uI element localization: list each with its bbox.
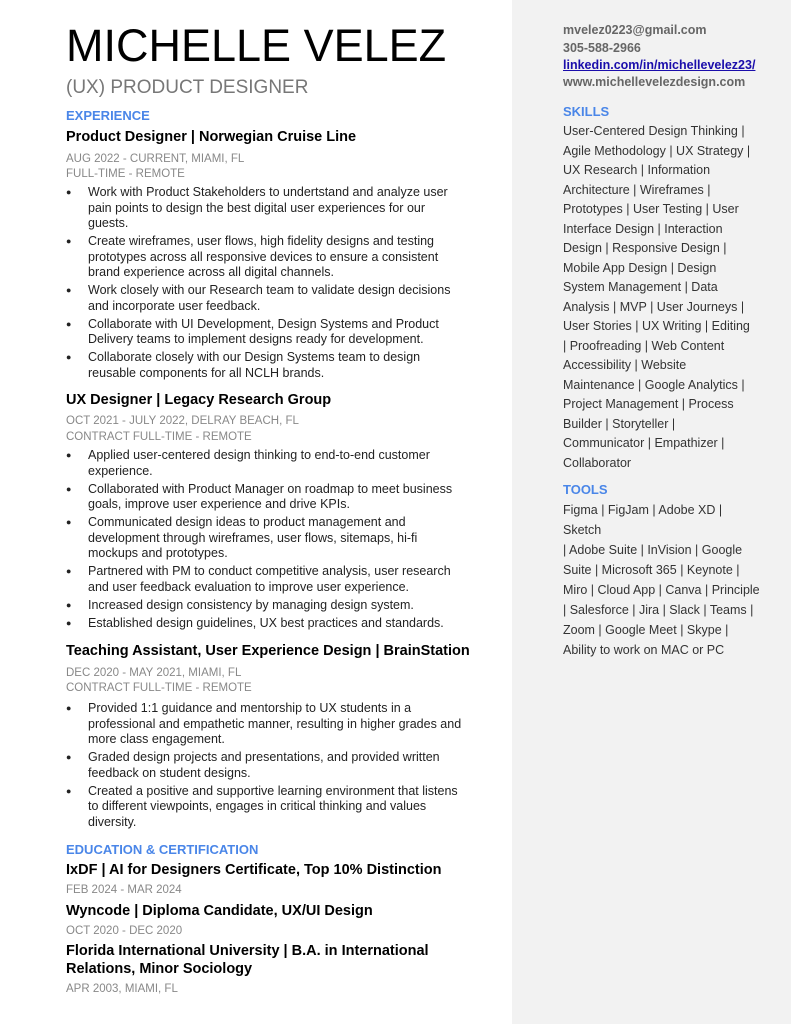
contact-linkedin-link[interactable]: linkedin.com/in/michellevelez23/ <box>563 58 756 72</box>
tools-line: Suite | Microsoft 365 | Keynote | <box>563 563 740 577</box>
resume-subtitle: (UX) PRODUCT DESIGNER <box>66 77 309 98</box>
skills-line: User Stories | UX Writing | Editing <box>563 319 750 333</box>
list-item: ● Graded design projects and presentations, and provided written feedback on student designs. <box>66 750 466 781</box>
skills-line: Analysis | MVP | User Journeys | <box>563 299 745 314</box>
section-education-heading: EDUCATION & CERTIFICATION <box>66 842 259 857</box>
skills-line: User-Centered Design Thinking | <box>563 124 745 138</box>
list-item: ● Collaborated with Product Manager on roadmap to meet business goals, improve user experience and drive KPIs. <box>66 482 466 513</box>
list-item: ● Applied user-centered design thinking to end-to-end customer experience. <box>66 448 466 479</box>
tools-line: | Adobe Suite | InVision | Google <box>563 543 743 557</box>
list-item: ● Partnered with PM to conduct competitive analysis, user research and user feedback evaluation to improve user experience. <box>66 564 466 595</box>
job-bullets-1 <box>66 185 466 384</box>
list-item: ● Create wireframes, user flows, high fidelity designs and testing prototypes across all responsive devices to ensure a consistent brand experience across all digital channels. <box>66 234 466 281</box>
tools-line: Miro | Cloud App | Canva | Principle <box>563 583 760 597</box>
job-type-2: CONTRACT FULL-TIME - REMOTE <box>66 431 252 443</box>
tools-line: | Salesforce | Jira | Slack | Teams | <box>563 603 754 617</box>
list-item: ● Collaborate closely with our Design Systems team to design reusable components for all NCLH brands. <box>66 350 466 381</box>
skills-line: Maintenance | Google Analytics | <box>563 377 745 392</box>
list-item: ● Increased design consistency by managing design system. <box>66 598 466 614</box>
job-dates-3: DEC 2020 - MAY 2021, MIAMI, FL <box>66 667 242 679</box>
skills-line: Architecture | Wireframes | <box>563 182 711 197</box>
resume-name: MICHELLE VELEZ <box>66 20 447 71</box>
job-title-3: Teaching Assistant, User Experience Design | BrainStation <box>66 643 470 659</box>
tools-line: Zoom | Google Meet | Skype | <box>563 623 729 637</box>
skills-line: Project Management | Process <box>563 397 734 411</box>
skills-line: Design | Responsive Design | <box>563 241 727 255</box>
skills-line: Builder | Storyteller | <box>563 416 676 431</box>
education-dates-3: APR 2003, MIAMI, FL <box>66 983 178 995</box>
education-dates-2: OCT 2020 - DEC 2020 <box>66 925 183 937</box>
list-item: ● Work closely with our Research team to validate design decisions and incorporate user feedback. <box>66 283 466 314</box>
contact-phone: 305-588-2966 <box>563 41 641 55</box>
skills-line: | Proofreading | Web Content <box>563 338 725 353</box>
job-title-2: UX Designer | Legacy Research Group <box>66 392 332 408</box>
job-title-1: Product Designer | Norwegian Cruise Line <box>66 129 357 145</box>
education-title-1: IxDF | AI for Designers Certificate, Top 10% Distinction <box>66 862 442 878</box>
job-dates-2: OCT 2021 - JULY 2022, DELRAY BEACH, FL <box>66 415 299 427</box>
skills-line: Communicator | Empathizer | <box>563 436 725 450</box>
tools-line: Figma | FigJam | Adobe XD | Sketch <box>563 503 723 537</box>
education-title-2: Wyncode | Diploma Candidate, UX/UI Design <box>66 903 373 919</box>
section-skills-heading: SKILLS <box>563 104 610 119</box>
contact-website[interactable]: www.michellevelezdesign.com <box>563 75 746 89</box>
list-item: ● Established design guidelines, UX best practices and standards. <box>66 616 466 632</box>
job-bullets-3 <box>66 701 466 833</box>
list-item: ● Communicated design ideas to product management and development through wireframes, user flows, sitemaps, hi-fi mockups and prototypes. <box>66 515 466 562</box>
education-dates-1: FEB 2024 - MAR 2024 <box>66 884 182 896</box>
section-experience-heading: EXPERIENCE <box>66 108 150 123</box>
list-item: ● Collaborate with UI Development, Design Systems and Product Delivery teams to implement designs ready for development. <box>66 317 466 348</box>
job-bullets-2 <box>66 448 466 634</box>
section-tools-heading: TOOLS <box>563 482 608 497</box>
job-dates-1: AUG 2022 - CURRENT, MIAMI, FL <box>66 153 245 165</box>
skills-list <box>563 122 763 473</box>
skills-line: Interface Design | Interaction <box>563 221 723 236</box>
skills-line: Collaborator <box>563 455 632 470</box>
list-item: ● Created a positive and supportive learning environment that listens to different viewpoints, engages in critical thinking and values diversity. <box>66 784 466 831</box>
education-title-3: Florida International University | B.A. in International Relations, Minor Sociology <box>66 943 429 977</box>
tools-line: Ability to work on MAC or PC <box>563 643 725 657</box>
skills-line: Prototypes | User Testing | User <box>563 202 739 216</box>
skills-line: Agile Methodology | UX Strategy | <box>563 143 751 158</box>
list-item: ● Work with Product Stakeholders to undertstand and analyze user pain points to design the best digital user experiences for our guests. <box>66 185 466 232</box>
skills-line: Accessibility | Website <box>563 358 687 372</box>
skills-line: UX Research | Information <box>563 163 711 177</box>
skills-line: Mobile App Design | Design <box>563 260 717 275</box>
tools-list <box>563 500 763 660</box>
skills-line: System Management | Data <box>563 280 718 294</box>
job-type-3: CONTRACT FULL-TIME - REMOTE <box>66 682 252 694</box>
contact-email[interactable]: mvelez0223@gmail.com <box>563 23 707 37</box>
list-item: ● Provided 1:1 guidance and mentorship to UX students in a professional and empathetic manner, resulting in higher grades and more class engagement. <box>66 701 466 748</box>
job-type-1: FULL-TIME - REMOTE <box>66 168 185 180</box>
